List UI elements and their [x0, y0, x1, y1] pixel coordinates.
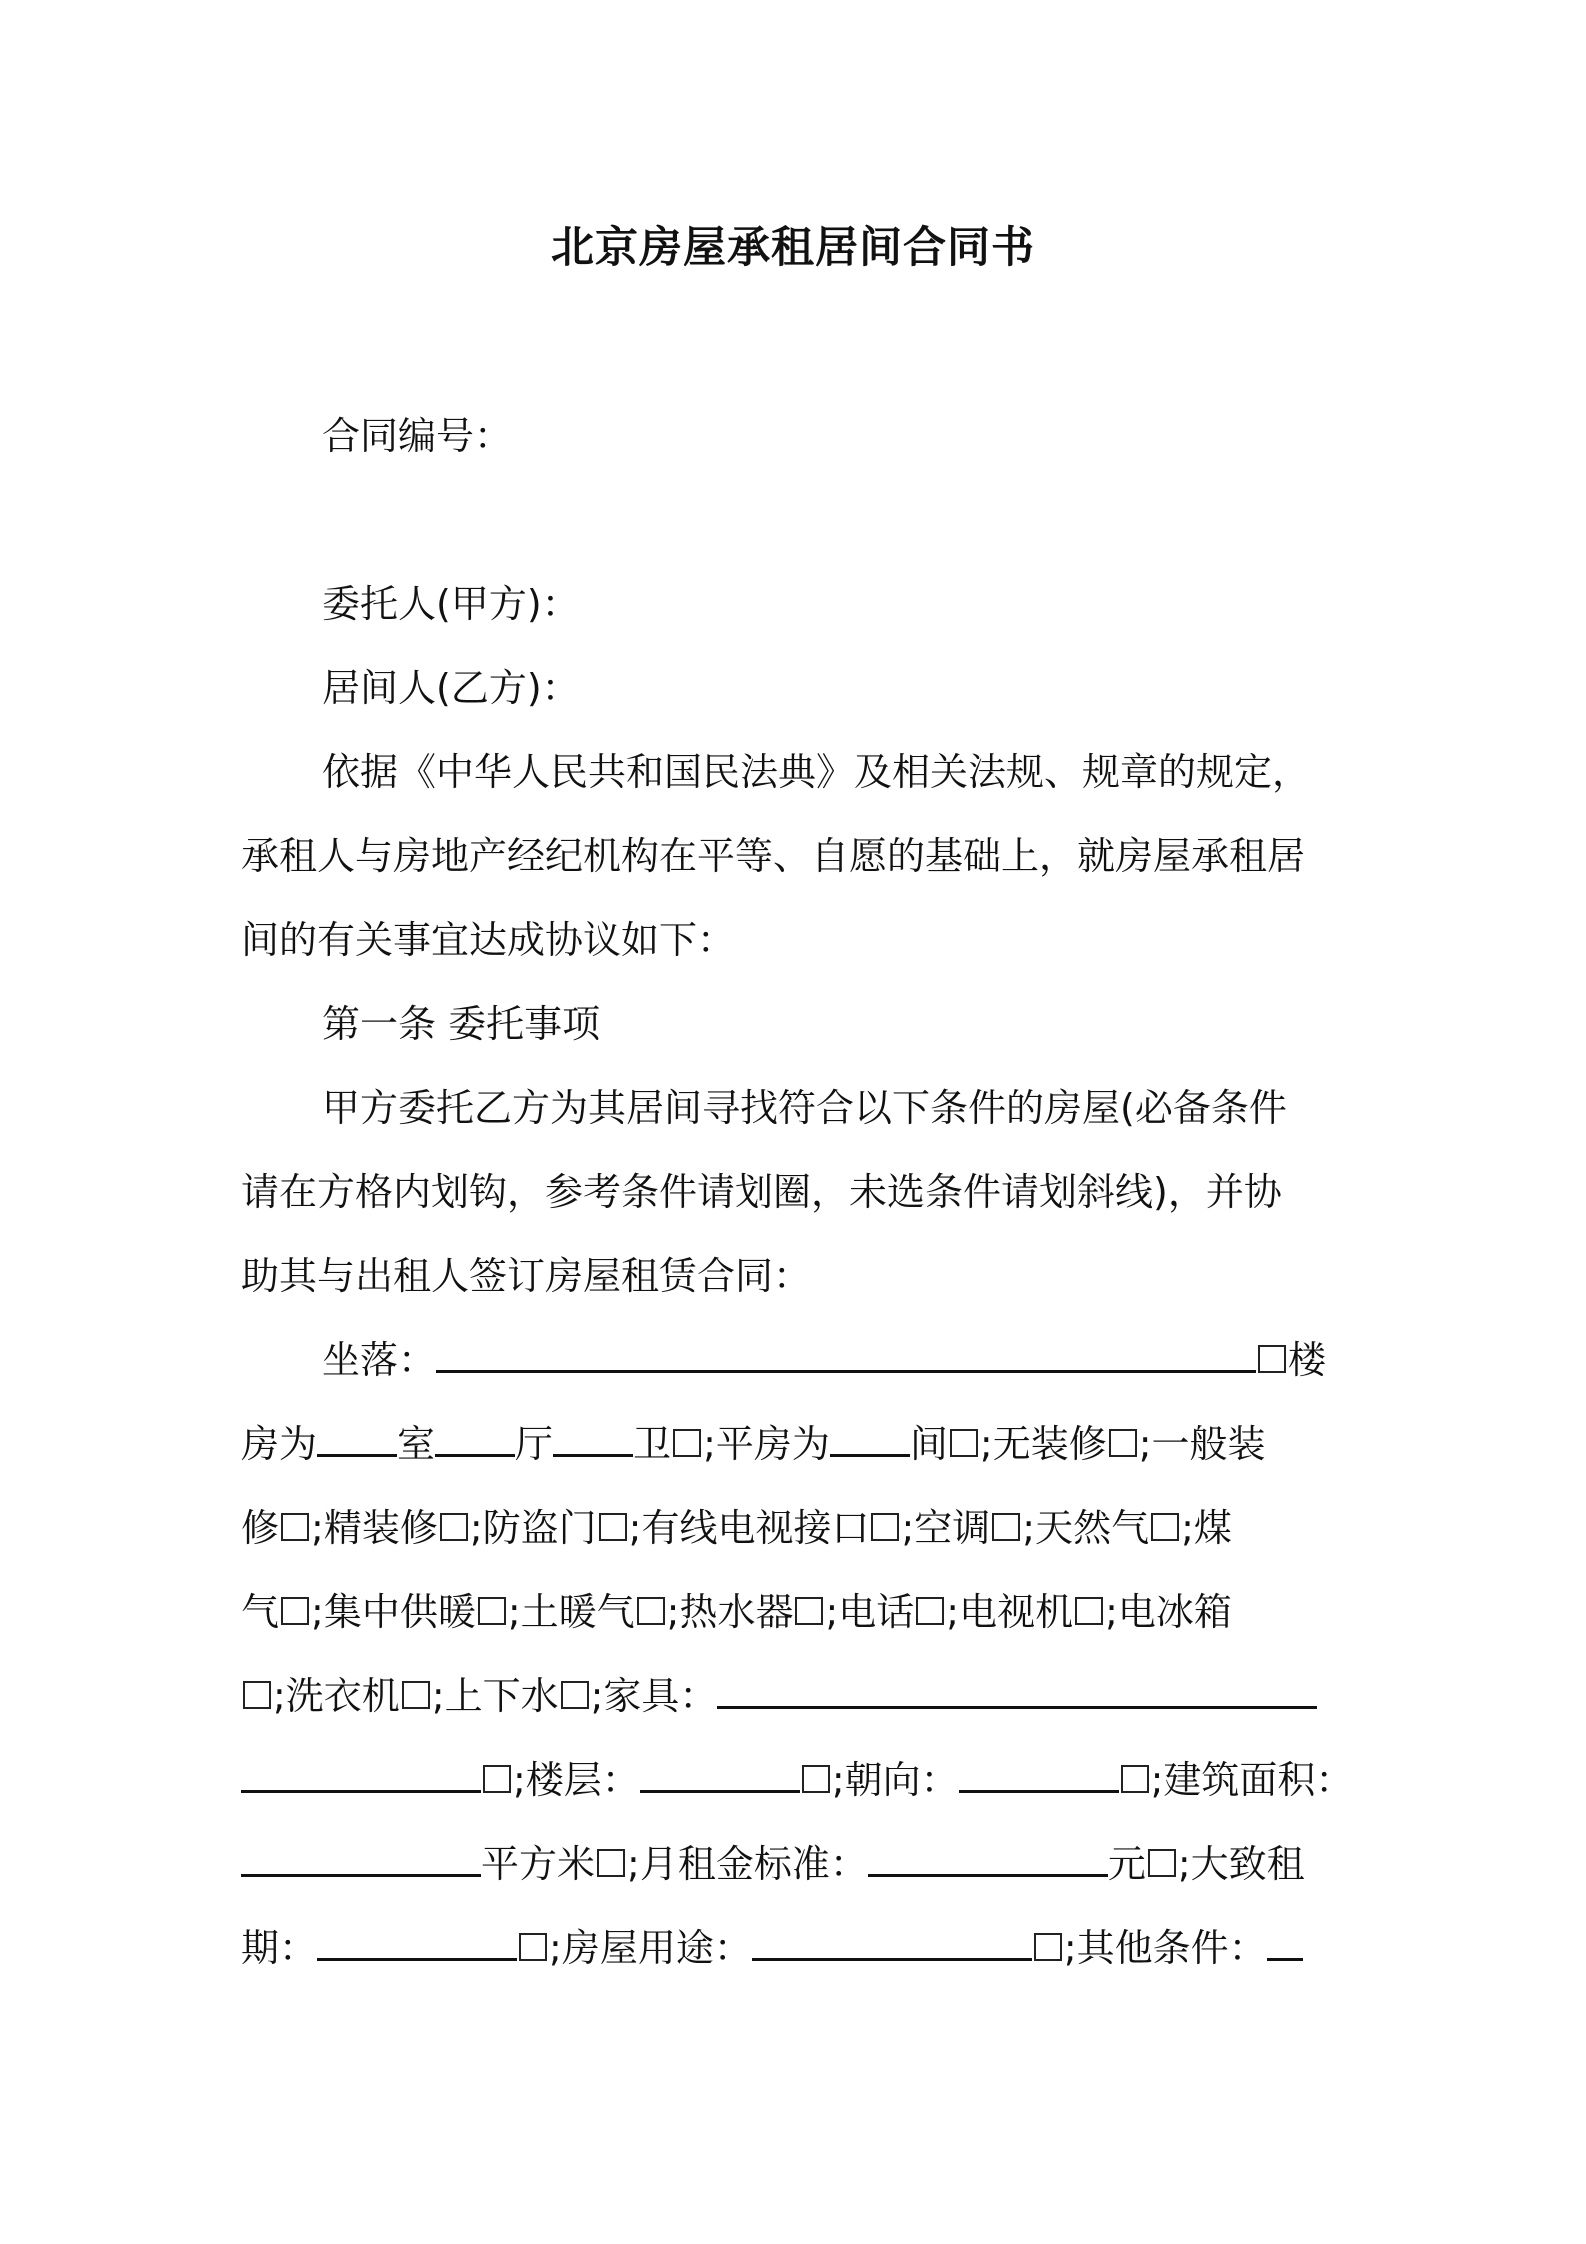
- local-heating-label: ;土暖气: [507, 1590, 635, 1634]
- furniture-checkbox[interactable]: [483, 1765, 511, 1793]
- water-checkbox[interactable]: [561, 1681, 589, 1709]
- area-checkbox[interactable]: [597, 1849, 625, 1877]
- term-label-1: ;大致租: [1177, 1842, 1305, 1886]
- preamble-line-3: 间的有关事宜达成协议如下：: [241, 918, 736, 962]
- furniture-blank-2[interactable]: [241, 1756, 481, 1793]
- term-label-2: 期：: [241, 1926, 318, 1970]
- form-line-3: [241, 1502, 1232, 1554]
- rent-unit: 元: [1107, 1842, 1146, 1886]
- aircon-checkbox[interactable]: [992, 1513, 1020, 1541]
- rent-checkbox[interactable]: [1148, 1849, 1176, 1877]
- floor-plan-label-2: 房为: [241, 1422, 318, 1466]
- term-blank[interactable]: [317, 1924, 517, 1961]
- intermediary-label: 居间人(乙方)：: [322, 666, 580, 710]
- aircon-label: ;空调: [901, 1506, 991, 1550]
- security-door-checkbox[interactable]: [599, 1513, 627, 1541]
- coal-gas-label-1: ;煤: [1181, 1506, 1232, 1550]
- no-decoration-checkbox[interactable]: [1109, 1429, 1137, 1457]
- furniture-blank[interactable]: [717, 1672, 1317, 1709]
- article-1-line-1: 甲方委托乙方为其居间寻找符合以下条件的房屋(必备条件: [322, 1086, 1287, 1130]
- coal-gas-checkbox[interactable]: [281, 1597, 309, 1625]
- local-heating-checkbox[interactable]: [637, 1597, 665, 1625]
- fine-decoration-label: ;精装修: [311, 1506, 438, 1550]
- tv-checkbox[interactable]: [1075, 1597, 1103, 1625]
- floor-plan-label-1: 楼: [1288, 1338, 1327, 1382]
- phone-label: ;电话: [825, 1590, 915, 1634]
- floor-checkbox[interactable]: [802, 1765, 830, 1793]
- form-line-1: [322, 1334, 1326, 1386]
- fridge-checkbox[interactable]: [243, 1681, 271, 1709]
- water-heater-label: ;热水器: [666, 1590, 794, 1634]
- furniture-label: ;家具：: [590, 1674, 718, 1718]
- other-label: ;其他条件：: [1063, 1926, 1267, 1970]
- fine-decoration-checkbox[interactable]: [440, 1513, 468, 1541]
- washer-checkbox[interactable]: [402, 1681, 430, 1709]
- cable-tv-checkbox[interactable]: [871, 1513, 899, 1541]
- water-label: ;上下水: [431, 1674, 559, 1718]
- tv-label: ;电视机: [946, 1590, 1074, 1634]
- preamble-line-1: 依据《中华人民共和国民法典》及相关法规、规章的规定，: [322, 750, 1311, 794]
- cable-tv-label: ;有线电视接口: [628, 1506, 870, 1550]
- floor-plan-checkbox[interactable]: [673, 1429, 701, 1457]
- usage-checkbox[interactable]: [1034, 1933, 1062, 1961]
- bungalow-blank[interactable]: [830, 1420, 910, 1457]
- bath-label: 卫: [633, 1422, 672, 1466]
- orientation-checkbox[interactable]: [1121, 1765, 1149, 1793]
- normal-decoration-checkbox[interactable]: [281, 1513, 309, 1541]
- bungalow-unit: 间: [909, 1422, 948, 1466]
- form-line-8: [241, 1922, 1303, 1974]
- bath-blank[interactable]: [553, 1420, 633, 1457]
- coal-gas-label-2: 气: [241, 1590, 280, 1634]
- no-decoration-label: ;无装修: [979, 1422, 1107, 1466]
- form-line-2: [241, 1418, 1266, 1470]
- form-line-5: [241, 1670, 1317, 1722]
- form-line-4: [241, 1586, 1232, 1638]
- floor-label: ;楼层：: [513, 1758, 640, 1802]
- other-blank[interactable]: [1267, 1924, 1303, 1961]
- article-1-line-2: 请在方格内划钩，参考条件请划圈，未选条件请划斜线)，并协: [241, 1170, 1282, 1214]
- phone-checkbox[interactable]: [916, 1597, 944, 1625]
- term-checkbox[interactable]: [519, 1933, 547, 1961]
- water-heater-checkbox[interactable]: [795, 1597, 823, 1625]
- bungalow-label: ;平房为: [703, 1422, 830, 1466]
- orientation-label: ;朝向：: [831, 1758, 959, 1802]
- natural-gas-label: ;天然气: [1022, 1506, 1150, 1550]
- usage-blank[interactable]: [752, 1924, 1032, 1961]
- contract-number-label: 合同编号：: [322, 414, 513, 458]
- fridge-label: ;电冰箱: [1105, 1590, 1232, 1634]
- room-label: 室: [397, 1422, 436, 1466]
- area-blank[interactable]: [241, 1840, 481, 1877]
- security-door-label: ;防盗门: [469, 1506, 597, 1550]
- form-line-7: [241, 1838, 1305, 1890]
- hall-blank[interactable]: [435, 1420, 515, 1457]
- rent-blank[interactable]: [868, 1840, 1108, 1877]
- article-1-line-3: 助其与出租人签订房屋租赁合同：: [241, 1254, 812, 1298]
- hall-label: 厅: [515, 1422, 554, 1466]
- form-line-6: [241, 1754, 1353, 1806]
- normal-decoration-label-2: 修: [241, 1506, 280, 1550]
- area-label: ;建筑面积：: [1150, 1758, 1354, 1802]
- article-1-title: 第一条 委托事项: [322, 1002, 601, 1046]
- central-heating-checkbox[interactable]: [478, 1597, 506, 1625]
- area-unit: 平方米: [481, 1842, 596, 1886]
- central-heating-label: ;集中供暖: [311, 1590, 476, 1634]
- location-label: 坐落：: [322, 1338, 437, 1382]
- location-checkbox[interactable]: [1258, 1345, 1286, 1373]
- natural-gas-checkbox[interactable]: [1151, 1513, 1179, 1541]
- principal-label: 委托人(甲方)：: [322, 582, 580, 626]
- preamble-line-2: 承租人与房地产经纪机构在平等、自愿的基础上，就房屋承租居: [241, 834, 1306, 878]
- washer-label: ;洗衣机: [273, 1674, 400, 1718]
- rent-label: ;月租金标准：: [627, 1842, 868, 1886]
- location-blank[interactable]: [436, 1336, 1256, 1373]
- floor-blank[interactable]: [640, 1756, 800, 1793]
- bungalow-checkbox[interactable]: [950, 1429, 978, 1457]
- usage-label: ;房屋用途：: [549, 1926, 752, 1970]
- document-title: 北京房屋承租居间合同书: [551, 223, 1035, 273]
- normal-decoration-label: ;一般装: [1138, 1422, 1266, 1466]
- room-blank[interactable]: [317, 1420, 397, 1457]
- orientation-blank[interactable]: [959, 1756, 1119, 1793]
